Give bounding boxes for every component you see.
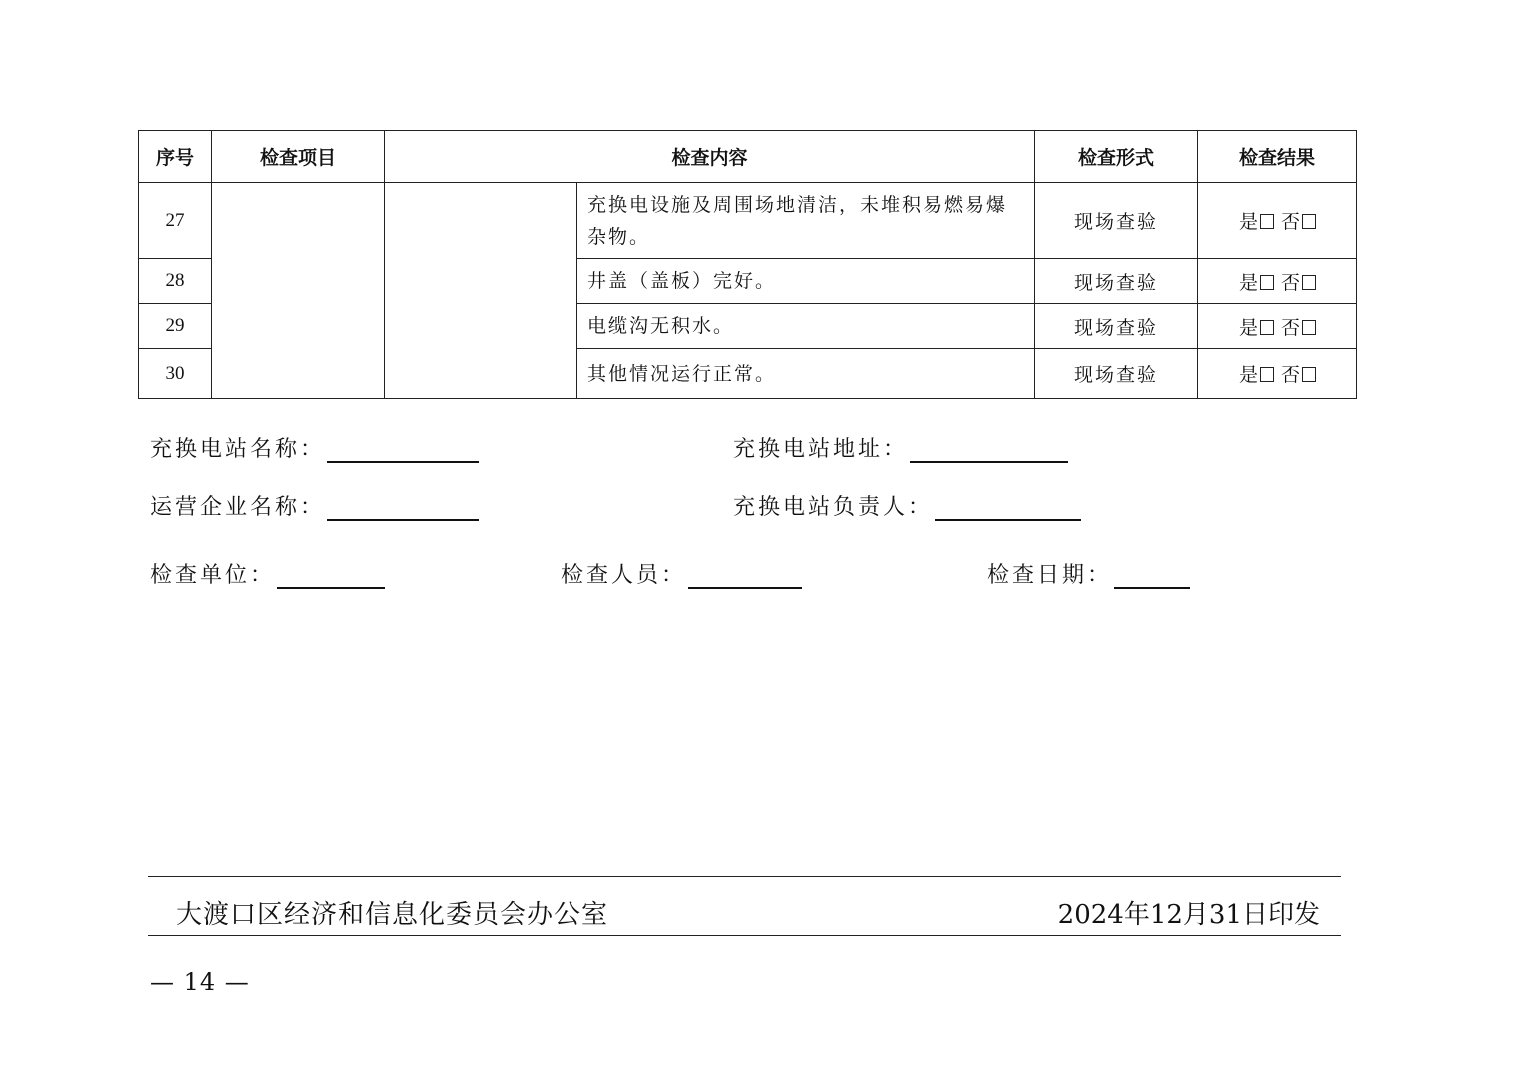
- check-form: 现场查验: [1035, 349, 1198, 399]
- header-content: 检查内容: [385, 131, 1035, 183]
- result-no-label: 否: [1281, 316, 1301, 339]
- inspector-field: [561, 558, 802, 589]
- table-header-row: [139, 131, 1357, 183]
- no-checkbox[interactable]: [1302, 367, 1316, 382]
- check-result: [1198, 183, 1357, 259]
- yes-checkbox[interactable]: [1260, 320, 1274, 335]
- yes-checkbox[interactable]: [1260, 275, 1274, 290]
- footer-bottom-rule: [148, 935, 1341, 936]
- inspector-blank[interactable]: [688, 563, 802, 589]
- station-address-field: [733, 432, 1068, 463]
- result-yes-label: 是: [1238, 316, 1258, 339]
- check-subitem-cell: [385, 183, 577, 399]
- page-number: — 14 —: [150, 968, 250, 996]
- inspect-unit-field: [150, 558, 385, 589]
- check-content: 井盖（盖板）完好。: [577, 259, 1035, 304]
- station-name-label: 充换电站名称：: [150, 437, 326, 462]
- check-content: 其他情况运行正常。: [577, 349, 1035, 399]
- row-number: 27: [139, 183, 212, 259]
- no-checkbox[interactable]: [1302, 214, 1316, 229]
- operator-name-blank[interactable]: [327, 495, 479, 521]
- check-form: 现场查验: [1035, 259, 1198, 304]
- header-serial: 序号: [139, 131, 212, 183]
- result-yes-label: 是: [1238, 271, 1258, 294]
- header-form: 检查形式: [1035, 131, 1198, 183]
- no-checkbox[interactable]: [1302, 275, 1316, 290]
- station-address-blank[interactable]: [910, 437, 1068, 463]
- check-result: [1198, 259, 1357, 304]
- station-manager-field: [733, 490, 1081, 521]
- station-manager-blank[interactable]: [935, 495, 1081, 521]
- result-yes-label: 是: [1238, 364, 1258, 386]
- operator-name-field: [150, 490, 479, 521]
- check-form: 现场查验: [1035, 183, 1198, 259]
- header-item: 检查项目: [212, 131, 385, 183]
- check-result: [1198, 304, 1357, 349]
- row-number: 29: [139, 304, 212, 349]
- result-yes-label: 是: [1238, 211, 1258, 233]
- inspect-date-blank[interactable]: [1114, 563, 1190, 589]
- no-checkbox[interactable]: [1302, 320, 1316, 335]
- result-no-label: 否: [1281, 211, 1301, 233]
- inspection-table: [138, 130, 1357, 399]
- yes-checkbox[interactable]: [1260, 214, 1274, 229]
- station-manager-label: 充换电站负责人：: [733, 495, 934, 520]
- inspect-date-field: [987, 558, 1190, 589]
- check-form: 现场查验: [1035, 304, 1198, 349]
- result-no-label: 否: [1281, 364, 1301, 386]
- inspector-label: 检查人员：: [561, 563, 687, 588]
- issuing-office: 大渡口区经济和信息化委员会办公室: [176, 900, 609, 930]
- station-name-blank[interactable]: [327, 437, 479, 463]
- result-no-label: 否: [1281, 271, 1301, 294]
- footer-top-rule: [148, 876, 1341, 877]
- check-content: 电缆沟无积水。: [577, 304, 1035, 349]
- station-address-label: 充换电站地址：: [733, 437, 909, 462]
- check-item-cell: [212, 183, 385, 399]
- header-result: 检查结果: [1198, 131, 1357, 183]
- issue-date: 2024年12月31日印发: [1057, 900, 1320, 930]
- check-result: [1198, 349, 1357, 399]
- inspect-unit-label: 检查单位：: [150, 563, 276, 588]
- inspect-unit-blank[interactable]: [277, 563, 385, 589]
- row-number: 28: [139, 259, 212, 304]
- inspect-date-label: 检查日期：: [987, 563, 1113, 588]
- operator-name-label: 运营企业名称：: [150, 495, 326, 520]
- row-number: 30: [139, 349, 212, 399]
- check-content: 充换电设施及周围场地清洁，未堆积易燃易爆杂物。: [577, 183, 1035, 259]
- station-name-field: [150, 432, 479, 463]
- table-row: [139, 183, 1357, 259]
- yes-checkbox[interactable]: [1260, 367, 1274, 382]
